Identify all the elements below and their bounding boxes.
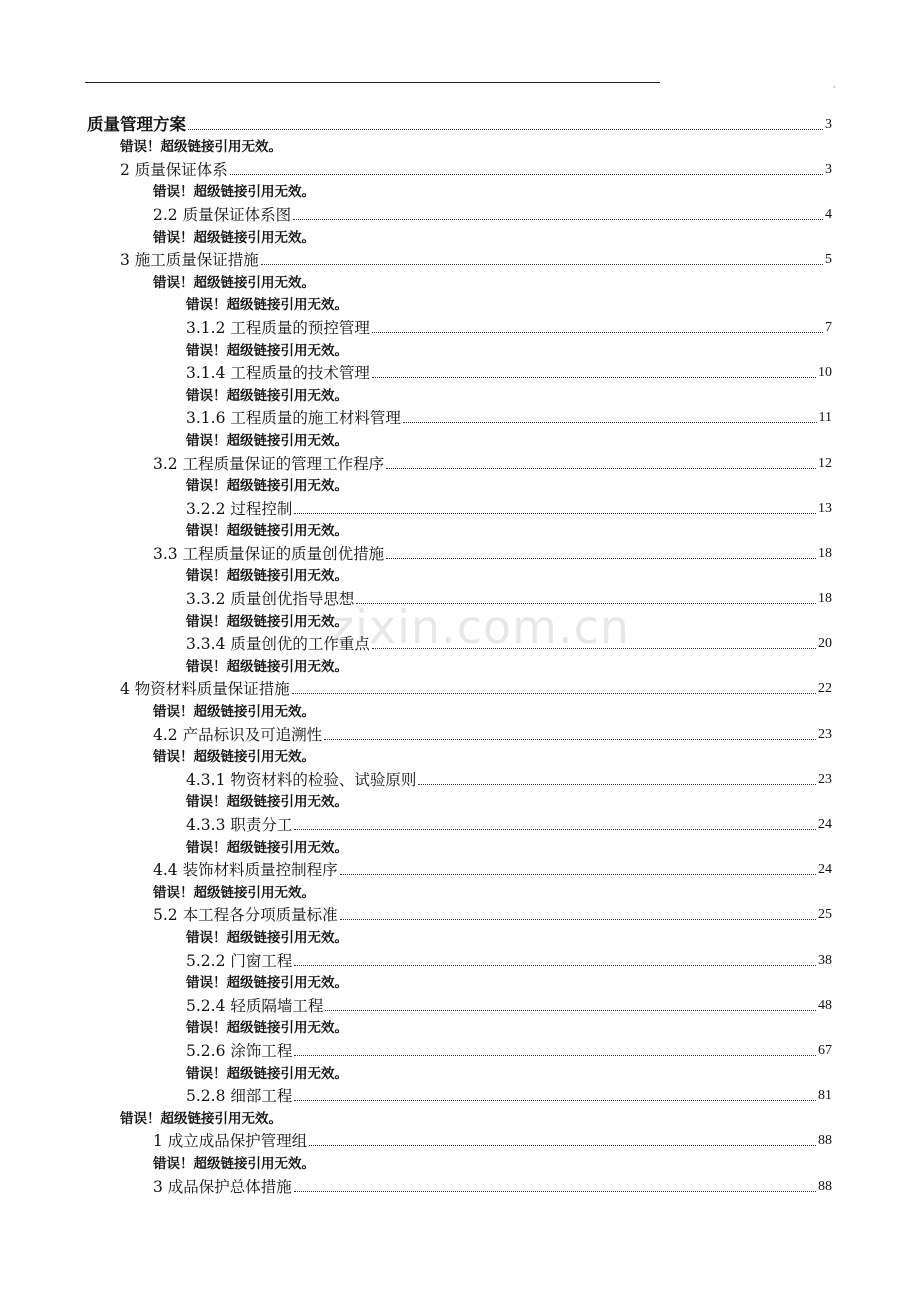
toc-entry[interactable] — [0, 360, 832, 383]
toc-title: 错误！超级链接引用无效。 — [186, 523, 348, 540]
toc-page-number: 22 — [818, 681, 832, 697]
toc-title: 3.3.4 质量创优的工作重点 — [186, 635, 370, 654]
toc-page-number: 24 — [818, 817, 832, 832]
toc-title: 错误！超级链接引用无效。 — [153, 184, 315, 201]
toc-error-link[interactable] — [0, 879, 920, 902]
toc-error-link[interactable] — [0, 269, 920, 292]
toc-dot-leader — [372, 332, 823, 333]
toc-dot-leader — [372, 377, 816, 378]
toc-title: 3.3.2 质量创优指导思想 — [186, 590, 355, 609]
toc-page-number: 11 — [818, 410, 832, 426]
toc-entry[interactable] — [0, 721, 832, 744]
toc-page-number: 88 — [818, 1133, 832, 1149]
toc-page-number: 5 — [825, 252, 832, 268]
toc-page-number: 25 — [818, 907, 832, 923]
toc-error-link[interactable] — [0, 473, 920, 496]
toc-entry[interactable] — [0, 247, 832, 270]
toc-entry[interactable] — [0, 585, 832, 608]
toc-dot-leader — [261, 264, 823, 265]
toc-title: 错误！超级链接引用无效。 — [186, 297, 348, 314]
toc-error-link[interactable] — [0, 1105, 920, 1128]
toc-entry[interactable] — [0, 1128, 832, 1151]
toc-entry[interactable] — [0, 947, 832, 970]
toc-page-number: 7 — [825, 319, 832, 335]
toc-dot-leader — [294, 1191, 816, 1192]
toc-title: 5.2 本工程各分项质量标准 — [153, 906, 338, 925]
toc-error-link[interactable] — [0, 970, 920, 993]
toc-dot-leader — [309, 1145, 816, 1146]
toc-title: 3.1.6 工程质量的施工材料管理 — [186, 409, 401, 428]
toc-page-number: 88 — [818, 1178, 832, 1194]
toc-entry[interactable] — [0, 540, 832, 563]
toc-title: 错误！超级链接引用无效。 — [153, 1155, 315, 1172]
toc-dot-leader — [294, 965, 816, 966]
toc-dot-leader — [386, 468, 816, 469]
toc-title: 3.2.2 过程控制 — [186, 499, 293, 518]
toc-dot-leader — [356, 603, 816, 604]
toc-error-link[interactable] — [0, 224, 920, 247]
toc-dot-leader — [188, 129, 823, 130]
toc-dot-leader — [230, 174, 823, 175]
toc-error-link[interactable] — [0, 518, 920, 541]
toc-error-link[interactable] — [0, 789, 920, 812]
toc-error-link[interactable] — [0, 292, 920, 315]
toc-title: 错误！超级链接引用无效。 — [153, 229, 315, 246]
toc-title: 4.2 产品标识及可追溯性 — [153, 725, 323, 744]
toc-title: 质量管理方案 — [87, 114, 186, 134]
toc-page-number: 48 — [818, 997, 832, 1013]
toc-title: 错误！超级链接引用无效。 — [186, 839, 348, 856]
toc-error-link[interactable] — [0, 608, 920, 631]
toc-page-number: 3 — [825, 116, 832, 132]
toc-dot-leader — [294, 1055, 816, 1056]
toc-title: 错误！超级链接引用无效。 — [186, 478, 348, 495]
toc-entry[interactable] — [0, 857, 832, 880]
toc-entry[interactable] — [0, 1173, 832, 1196]
toc-entry[interactable] — [0, 156, 832, 179]
toc-entry[interactable] — [0, 1083, 832, 1106]
toc-error-link[interactable] — [0, 563, 920, 586]
toc-entry[interactable] — [0, 495, 832, 518]
toc-entry[interactable] — [0, 766, 832, 789]
toc-entry[interactable] — [0, 111, 832, 134]
toc-page-number: 81 — [818, 1088, 832, 1104]
toc-title: 3 成品保护总体措施 — [153, 1177, 292, 1196]
table-of-contents — [0, 111, 920, 1196]
toc-title: 错误！超级链接引用无效。 — [186, 794, 348, 811]
toc-entry[interactable] — [0, 992, 832, 1015]
toc-entry[interactable] — [0, 201, 832, 224]
toc-dot-leader — [294, 1100, 816, 1101]
toc-title: 5.2.4 轻质隔墙工程 — [186, 996, 324, 1015]
toc-title: 3.1.4 工程质量的技术管理 — [186, 364, 370, 383]
toc-entry[interactable] — [0, 1037, 832, 1060]
toc-dot-leader — [325, 1010, 816, 1011]
toc-entry[interactable] — [0, 314, 832, 337]
toc-title: 2 质量保证体系 — [120, 160, 228, 179]
toc-title: 错误！超级链接引用无效。 — [186, 387, 348, 404]
toc-dot-leader — [292, 693, 816, 694]
toc-dot-leader — [403, 422, 817, 423]
toc-page-number: 18 — [818, 591, 832, 607]
toc-title: 4.3.1 物资材料的检验、试验原则 — [186, 770, 417, 789]
toc-title: 1 成立成品保护管理组 — [153, 1132, 308, 1151]
toc-entry[interactable] — [0, 676, 832, 699]
toc-error-link[interactable] — [0, 382, 920, 405]
toc-page-number: 23 — [818, 726, 832, 742]
toc-title: 5.2.6 涂饰工程 — [186, 1041, 293, 1060]
toc-error-link[interactable] — [0, 1060, 920, 1083]
toc-title: 4.3.3 职责分工 — [186, 816, 293, 834]
toc-title: 错误！超级链接引用无效。 — [186, 929, 348, 946]
toc-title: 错误！超级链接引用无效。 — [186, 1020, 348, 1037]
toc-error-link[interactable] — [0, 698, 920, 721]
toc-page-number: 13 — [818, 500, 832, 516]
toc-error-link[interactable] — [0, 744, 920, 767]
toc-error-link[interactable] — [0, 427, 920, 450]
toc-dot-leader — [293, 219, 823, 220]
toc-title: 错误！超级链接引用无效。 — [186, 432, 348, 449]
toc-page-number: 4 — [825, 206, 832, 222]
toc-dot-leader — [418, 784, 816, 785]
toc-entry[interactable] — [0, 902, 832, 925]
toc-title: 错误！超级链接引用无效。 — [153, 884, 315, 901]
toc-title: 2.2 质量保证体系图 — [153, 205, 292, 224]
toc-dot-leader — [294, 829, 816, 830]
toc-entry[interactable] — [0, 811, 832, 834]
header-rule — [85, 82, 660, 83]
toc-title: 3.3 工程质量保证的质量创优措施 — [153, 544, 385, 563]
toc-dot-leader — [340, 874, 816, 875]
toc-title: 错误！超级链接引用无效。 — [153, 704, 315, 721]
toc-error-link[interactable] — [0, 1015, 920, 1038]
toc-page-number: 3 — [825, 161, 832, 177]
toc-entry[interactable] — [0, 405, 832, 428]
toc-entry[interactable] — [0, 450, 832, 473]
toc-page-number: 20 — [818, 636, 832, 652]
toc-error-link[interactable] — [0, 924, 920, 947]
toc-title: 错误！超级链接引用无效。 — [153, 749, 315, 766]
toc-error-link[interactable] — [0, 834, 920, 857]
toc-page-number: 67 — [818, 1042, 832, 1058]
toc-dot-leader — [386, 558, 816, 559]
toc-dot-leader — [340, 919, 816, 920]
corner-mark: , — [833, 80, 836, 89]
toc-title: 错误！超级链接引用无效。 — [186, 568, 348, 585]
toc-title: 5.2.2 门窗工程 — [186, 951, 293, 970]
toc-title: 4 物资材料质量保证措施 — [120, 680, 290, 699]
toc-dot-leader — [324, 739, 816, 740]
toc-error-link[interactable] — [0, 337, 920, 360]
toc-dot-leader — [294, 513, 816, 514]
toc-title: 3.1.2 工程质量的预控管理 — [186, 318, 370, 337]
toc-title: 3.2 工程质量保证的管理工作程序 — [153, 454, 385, 473]
toc-title: 3 施工质量保证措施 — [120, 251, 259, 270]
toc-title: 5.2.8 细部工程 — [186, 1087, 293, 1106]
toc-error-link[interactable] — [0, 653, 920, 676]
toc-page-number: 24 — [818, 862, 832, 878]
toc-error-link[interactable] — [0, 134, 920, 157]
toc-page-number: 12 — [818, 455, 832, 471]
toc-error-link[interactable] — [0, 1150, 920, 1173]
toc-title: 错误！超级链接引用无效。 — [186, 613, 348, 630]
toc-title: 错误！超级链接引用无效。 — [120, 1110, 282, 1127]
toc-page-number: 23 — [818, 771, 832, 787]
toc-dot-leader — [372, 648, 816, 649]
toc-error-link[interactable] — [0, 179, 920, 202]
toc-page-number: 38 — [818, 952, 832, 968]
toc-title: 错误！超级链接引用无效。 — [186, 658, 348, 675]
toc-page-number: 18 — [818, 545, 832, 561]
toc-page-number: 10 — [818, 365, 832, 381]
toc-entry[interactable] — [0, 631, 832, 654]
watermark: zixin.com.cn — [330, 600, 631, 654]
toc-title: 错误！超级链接引用无效。 — [153, 274, 315, 291]
toc-title: 错误！超级链接引用无效。 — [186, 342, 348, 359]
toc-title: 错误！超级链接引用无效。 — [186, 975, 348, 992]
toc-title: 4.4 装饰材料质量控制程序 — [153, 861, 338, 880]
toc-title: 错误！超级链接引用无效。 — [186, 1065, 348, 1082]
toc-title: 错误！超级链接引用无效。 — [120, 139, 282, 156]
